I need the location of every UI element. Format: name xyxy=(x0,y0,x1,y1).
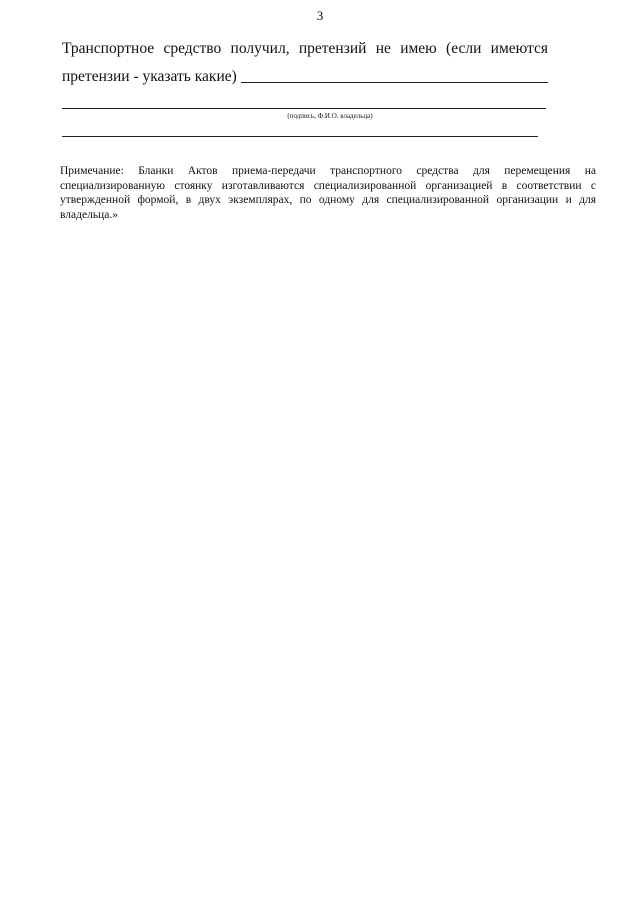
blank-line xyxy=(62,136,538,137)
claims-label: претензии - указать какие) xyxy=(62,68,237,85)
receipt-statement-line: Транспортное средство получил, претензий не имею (если имеются xyxy=(62,40,548,57)
signature-line xyxy=(62,108,546,109)
page-number: 3 xyxy=(316,8,324,23)
note-paragraph: Примечание: Бланки Актов приема-передачи транспортного средства для перемещения на специализированную стоянку изготавливаются специализированной организацией в соответствии с утвержденной формой, в двух экземплярах, по одному для специализированной организации и для владельца.» xyxy=(60,165,596,221)
claims-row xyxy=(62,68,548,86)
signature-caption: (подпись, Ф.И.О. владельца) xyxy=(287,112,373,120)
claims-fill-line xyxy=(241,68,548,83)
